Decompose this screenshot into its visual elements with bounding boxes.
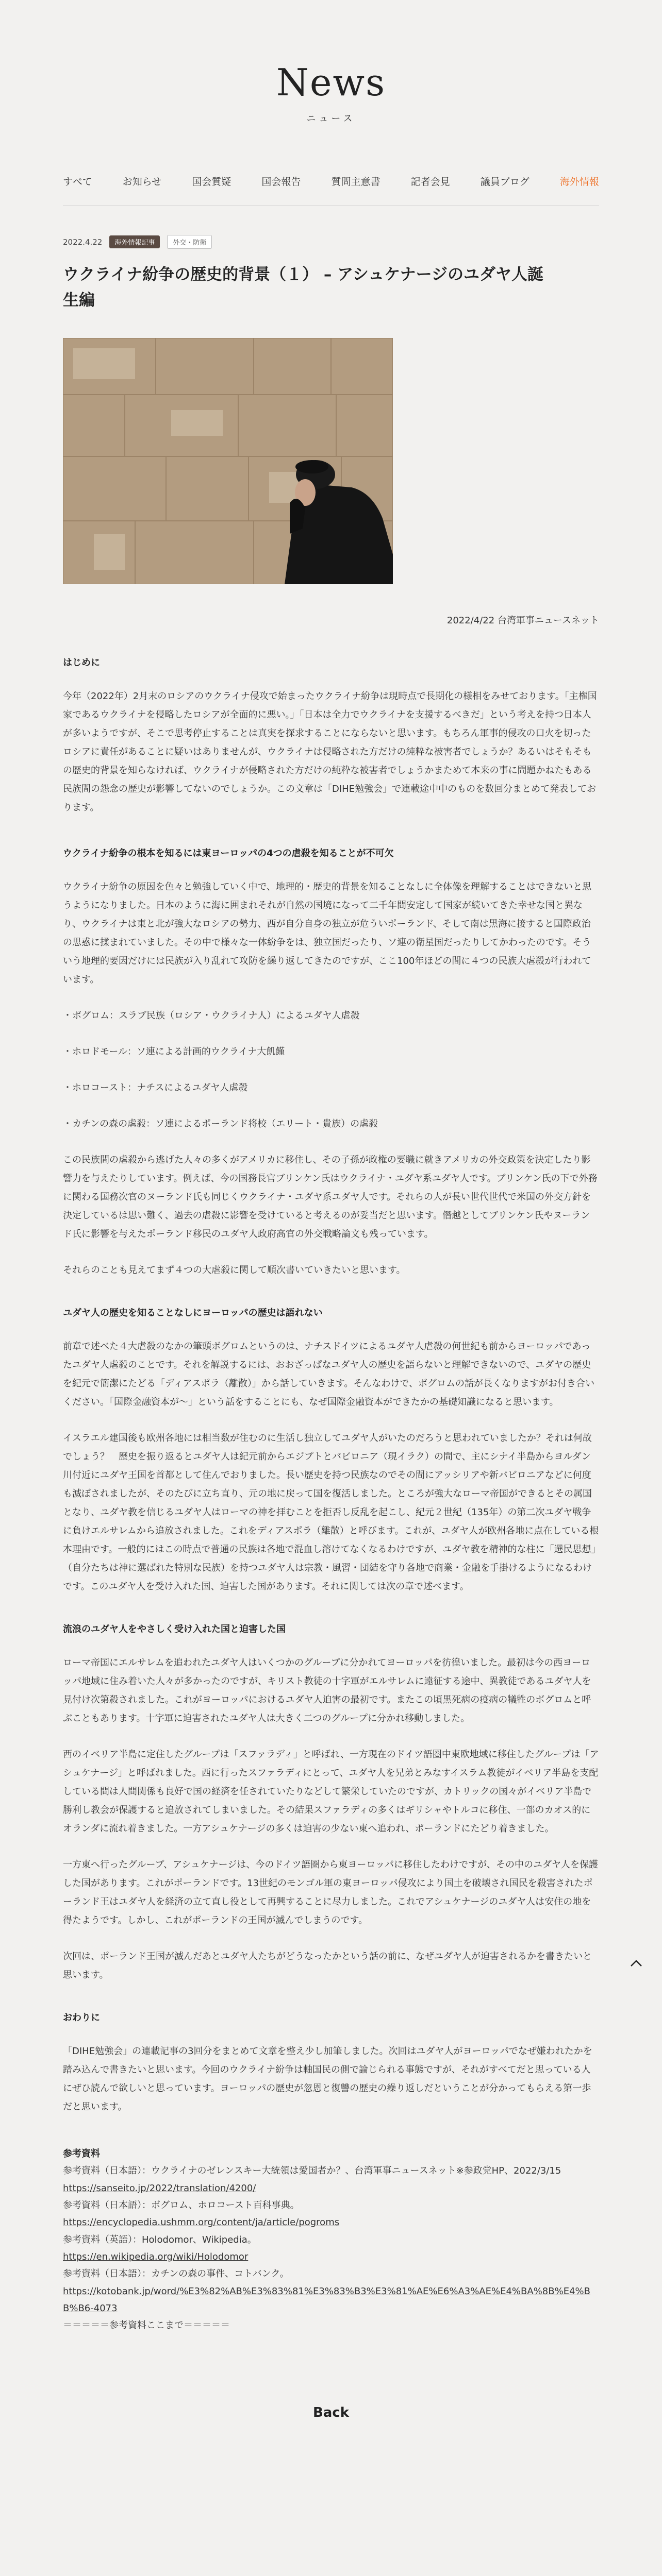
reference-text: 参考資料（英語）：Holodomor、Wikipedia。: [63, 2234, 257, 2245]
list-item: ・ホロコースト：ナチスによるユダヤ人虐殺: [63, 1082, 248, 1094]
section-intro: [63, 655, 599, 817]
references: [63, 2145, 599, 2334]
nav-press[interactable]: 記者会見: [410, 176, 450, 188]
paragraph: 前章で述べた４大虐殺のなかの筆頭ボグロムというのは、ナチスドイツによるユダヤ人虐殺の何世紀も前からヨーロッパであったユダヤ人虐殺のことです。それを解説するには、おおざっぱなユダヤ人の歴史を語らないと理解できないので、ユダヤの歴史を紀元で簡潔にたどる「ディアスポラ（離散）」から話していきます。そんなわけで、ボグロムの話が長くなりますがお付き合いください。「国際金融資本が〜」という話をすることにも、なぜ国際金融資本ができたかの基礎知識になると思います。: [63, 1341, 595, 1408]
article-source: 2022/4/22 台湾軍事ニュースネット: [446, 615, 599, 626]
reference-link[interactable]: https://encyclopedia.ushmm.org/content/ja/article/pogroms: [63, 2217, 340, 2228]
list-item: ・カチンの森の虐殺：ソ連によるポーランド将校（エリート・貴族）の虐殺: [63, 1118, 378, 1130]
nav-diet-reports[interactable]: 国会報告: [261, 176, 301, 188]
section-heading: はじめに: [63, 657, 100, 669]
section-heading: ウクライナ紛争の根本を知るには東ヨーロッパの4つの虐殺を知ることが不可欠: [63, 848, 394, 859]
article-meta: [63, 235, 599, 249]
references-end: ＝＝＝＝＝参考資料ここまで＝＝＝＝＝: [63, 2320, 230, 2331]
arrow-up-icon: [628, 1956, 644, 1972]
list-item: ・ホロドモール：ソ連による計画的ウクライナ大飢饉: [63, 1046, 285, 1058]
article-photo: [63, 338, 393, 584]
back-container: [63, 2405, 599, 2420]
paragraph: ローマ帝国にエルサレムを追われたユダヤ人はいくつかのグループに分かれてヨーロッパを彷徨いました。最初は今の西ヨーロッパ地域に住み着いた人々が多かったのですが、キリスト教徒の十字軍がエルサレムに遠征する途中、異教徒であるユダヤ人を見付け次第殺されました。これがヨーロッパにおけるユダヤ人迫害の最初です。またこの頃黒死病の疫病の犠牲のボグロムと呼ぶこともあります。十字軍に迫害されたユダヤ人は大きく二つのグループに分かれ移動しました。: [63, 1657, 591, 1724]
nav-notices[interactable]: お知らせ: [122, 176, 162, 188]
category-nav: [63, 174, 599, 188]
section-heading: 流浪のユダヤ人をやさしく受け入れた国と迫害した国: [63, 1624, 286, 1635]
section-four-massacres: [63, 846, 599, 1280]
paragraph: それらのことも見えてまず４つの大虐殺に関して順次書いていきたいと思います。: [63, 1265, 406, 1276]
category-tag[interactable]: 海外情報記事: [109, 235, 160, 248]
nav-overseas[interactable]: 海外情報: [559, 176, 599, 188]
reference-link[interactable]: https://kotobank.jp/word/%E3%82%AB%E3%83%81%E3%83%B3%E3%81%AE%E6%A3%AE%E4%BA%8B%E4%BB%B6-4073: [63, 2285, 590, 2314]
paragraph: この民族間の虐殺から逃げた人々の多くがアメリカに移住し、その子孫が政権の要職に就きアメリカの外交政策を決定したり影響力を与えたりしています。例えば、今の国務長官ブリンケン氏はウクライナ・ユダヤ系ユダヤ人です。ブリンケン氏の下で外務に関わる国務次官のヌーランド氏も同じくウクライナ・ユダヤ系ユダヤ人です。それらの人が長い世代世代で米国の外交方針を決定しているは思い難く、過去の虐殺に影響を受けていると考えるのが妥当だと思います。僭越としてブリンケン氏やヌーランド氏に影響を与えたポーランド移民のユダヤ人政府高官の外交戦略論文も残っています。: [63, 1155, 598, 1240]
paragraph: ウクライナ紛争の原因を色々と勉強していく中で、地理的・歴史的背景を知ることなしに全体像を理解することはできないと思うようになりました。日本のように海に囲まれそれが自然の国境になって二千年間安定して国家が続いてきた幸せな国と異なり、ウクライナは東と北が強大なロシアの勢力、西が自分自身の独立が危ういポーランド、そして南は黒海に接すると国際政治の思惑に揉まれていました。その中で様々な一体紛争をは、独立国だったり、ソ連の衛星国だったりしてかわったのです。そういう地理的要因だけには民族が入り乱れて攻防を繰り返してきたのですが、ここ100年ほどの間に４つの民族大虐殺が行われています。: [63, 882, 592, 986]
section-heading: ユダヤ人の歴史を知ることなしにヨーロッパの歴史は語れない: [63, 1308, 323, 1319]
nav-questionnaires[interactable]: 質問主意書: [331, 176, 380, 188]
list-item: ・ボグロム：スラブ民族（ロシア・ウクライナ人）によるユダヤ人虐殺: [63, 1010, 360, 1022]
reference-link[interactable]: https://sanseito.jp/2022/translation/4200/: [63, 2182, 256, 2194]
nav-diet-questions[interactable]: 国会質疑: [192, 176, 231, 188]
article: [63, 235, 599, 2420]
page-subtitle: ニュース: [306, 113, 356, 124]
article-date: 2022.4.22: [63, 237, 103, 247]
topic-tag[interactable]: 外交・防衛: [167, 235, 212, 249]
section-heading: おわりに: [63, 2012, 100, 2024]
section-conclusion: [63, 2010, 599, 2116]
wall-photo-image: [63, 338, 393, 584]
back-link[interactable]: Back: [312, 2405, 350, 2421]
section-accepting-countries: [63, 1622, 599, 1985]
paragraph: 一方東へ行ったグループ、アシュケナージは、今のドイツ語圏から東ヨーロッパに移住したわけですが、その中のユダヤ人を保護した国があります。これがポーランドです。13世紀のモンゴル軍の東ヨーロッパ侵攻により国土を破壊され国民を殺害されたポーランド王はユダヤ人を経済の立て直し役として再興することに尽力しました。これでアシュケナージのユダヤ人は安住の地を得たようです。しかし、これがポーランドの王国が滅んでしまうのです。: [63, 1859, 599, 1926]
page-title: News: [276, 61, 386, 104]
section-jewish-history: [63, 1306, 599, 1596]
paragraph: 次回は、ポーランド王国が滅んだあとユダヤ人たちがどうなったかという話の前に、なぜユダヤ人が迫害されるかを書きたいと思います。: [63, 1951, 592, 1981]
reference-text: 参考資料（日本語）：ボグロム、ホロコースト百科事典。: [63, 2200, 300, 2211]
references-heading: 参考資料: [63, 2148, 100, 2160]
site-header: [0, 0, 662, 125]
paragraph: 今年（2022年）2月末のロシアのウクライナ侵攻で始まったウクライナ紛争は現時点で長期化の様相をみせております。「主権国家であるウクライナを侵略したロシアが全面的に悪い。」「日本は全力でウクライナを支援するべきだ」という考えを持つ日本人が多いようですが、そこで思考停止することは真実を探求することにならないと思います。もちろん軍事的侵攻の口火を切ったロシアに責任があることに疑いはありませんが、ウクライナは侵略された方だけの純粋な被害者でしょうか？あるいはそもそもの歴史的背景を知らなければ、ウクライナが侵略された方だけの純粋な被害者でしょうかまためて本来の事に問題かねたもある民族間の怨念の歴史が影響してないのでしょうか。この文章は「DIHE勉強会」で連載途中中のものを数回分まとめて発表しております。: [63, 691, 597, 814]
article-title: ウクライナ紛争の歴史的背景（１） – アシュケナージのユダヤ人誕生編: [63, 265, 544, 310]
paragraph: 西のイベリア半島に定住したグループは「スファラディ」と呼ばれ、一方現在のドイツ語圏中東欧地域に移住したグループは「アシュケナージ」と呼ばれました。西に行ったスファラディにとって、ユダヤ人を兄弟とみなすイスラム教徒がイベリア半島を支配している間は人間関係も良好で国の経済を任されていたりなどして繁栄していたのですが、カトリックの国々がイベリア半島で勝利し教会が保護すると追放されてしまいました。その結果スファラディの多くはギリシャやトルコに移住、一部のカオス的にオランダに流れ着きました。一方アシュケナージの多くは迫害の少ない東へ追われ、ポーランドにたどり着きました。: [63, 1749, 599, 1835]
reference-text: 参考資料（日本語）：ウクライナのゼレンスキー大統領は愛国者か？、台湾軍事ニュースネット※参政党HP、2022/3/15: [63, 2165, 561, 2177]
reference-text: 参考資料（日本語）：カチンの森の事件、コトバンク。: [63, 2268, 289, 2280]
nav-all[interactable]: すべて: [63, 176, 92, 188]
nav-blog[interactable]: 議員ブログ: [480, 176, 529, 188]
paragraph: 「DIHE勉強会」の連載記事の3回分をまとめて文章を整え少し加筆しました。次回はユダヤ人がヨーロッパでなぜ嫌われたかを踏み込んで書きたいと思います。今回のウクライナ紛争は軸国民の側で論じられる事態ですが、それがすべてだと思っている人にぜひ読んで欲しいと思っています。ヨーロッパの歴史が忽恩と復讐の歴史の繰り返しだということが分かってもらえる第一歩だと思います。: [63, 2046, 592, 2113]
reference-link[interactable]: https://en.wikipedia.org/wiki/Holodomor: [63, 2251, 249, 2262]
page-top-button[interactable]: [628, 1956, 644, 1972]
paragraph: イスラエル建国後も欧州各地には相当数が住むのに生活し独立してユダヤ人がいたのだろうと思われていましたか？それは何故でしょう？ 歴史を振り返るとユダヤ人は紀元前からエジプトとバビロニア（現イラク）の間で、主にシナイ半島からヨルダン川付近にユダヤ王国を首都として住んでおりました。長い歴史を持つ民族なのでその間にアッシリアや新バビロニアなどに何度も滅ぼされましたが、そのたびに立ち直り、元の地に戻って国を復活しました。ところが強大なローマ帝国ができるとその属国となり、ユダヤ教を信じるユダヤ人はローマの神を拝むことを拒否し反乱を起こし、紀元２世紀（135年）の第二次ユダヤ戦争に負けエルサレムから追放されました。これをディアスポラ（離散）と呼びます。これが、ユダヤ人が欧州各地に点在している根本理由です。一般的にはこの時点で普通の民族は各地で混血し溶けてなくなるわけですが、ユダヤ教を精神的な柱に「選民思想」（自分たちは神に選ばれた特別な民族）を持つユダヤ人は宗教・風習・団結を守り各地で商業・金融を手掛けるようになるわけです。このユダヤ人を受け入れた国、迫害した国があります。それに関しては次の章で述べます。: [63, 1433, 599, 1592]
